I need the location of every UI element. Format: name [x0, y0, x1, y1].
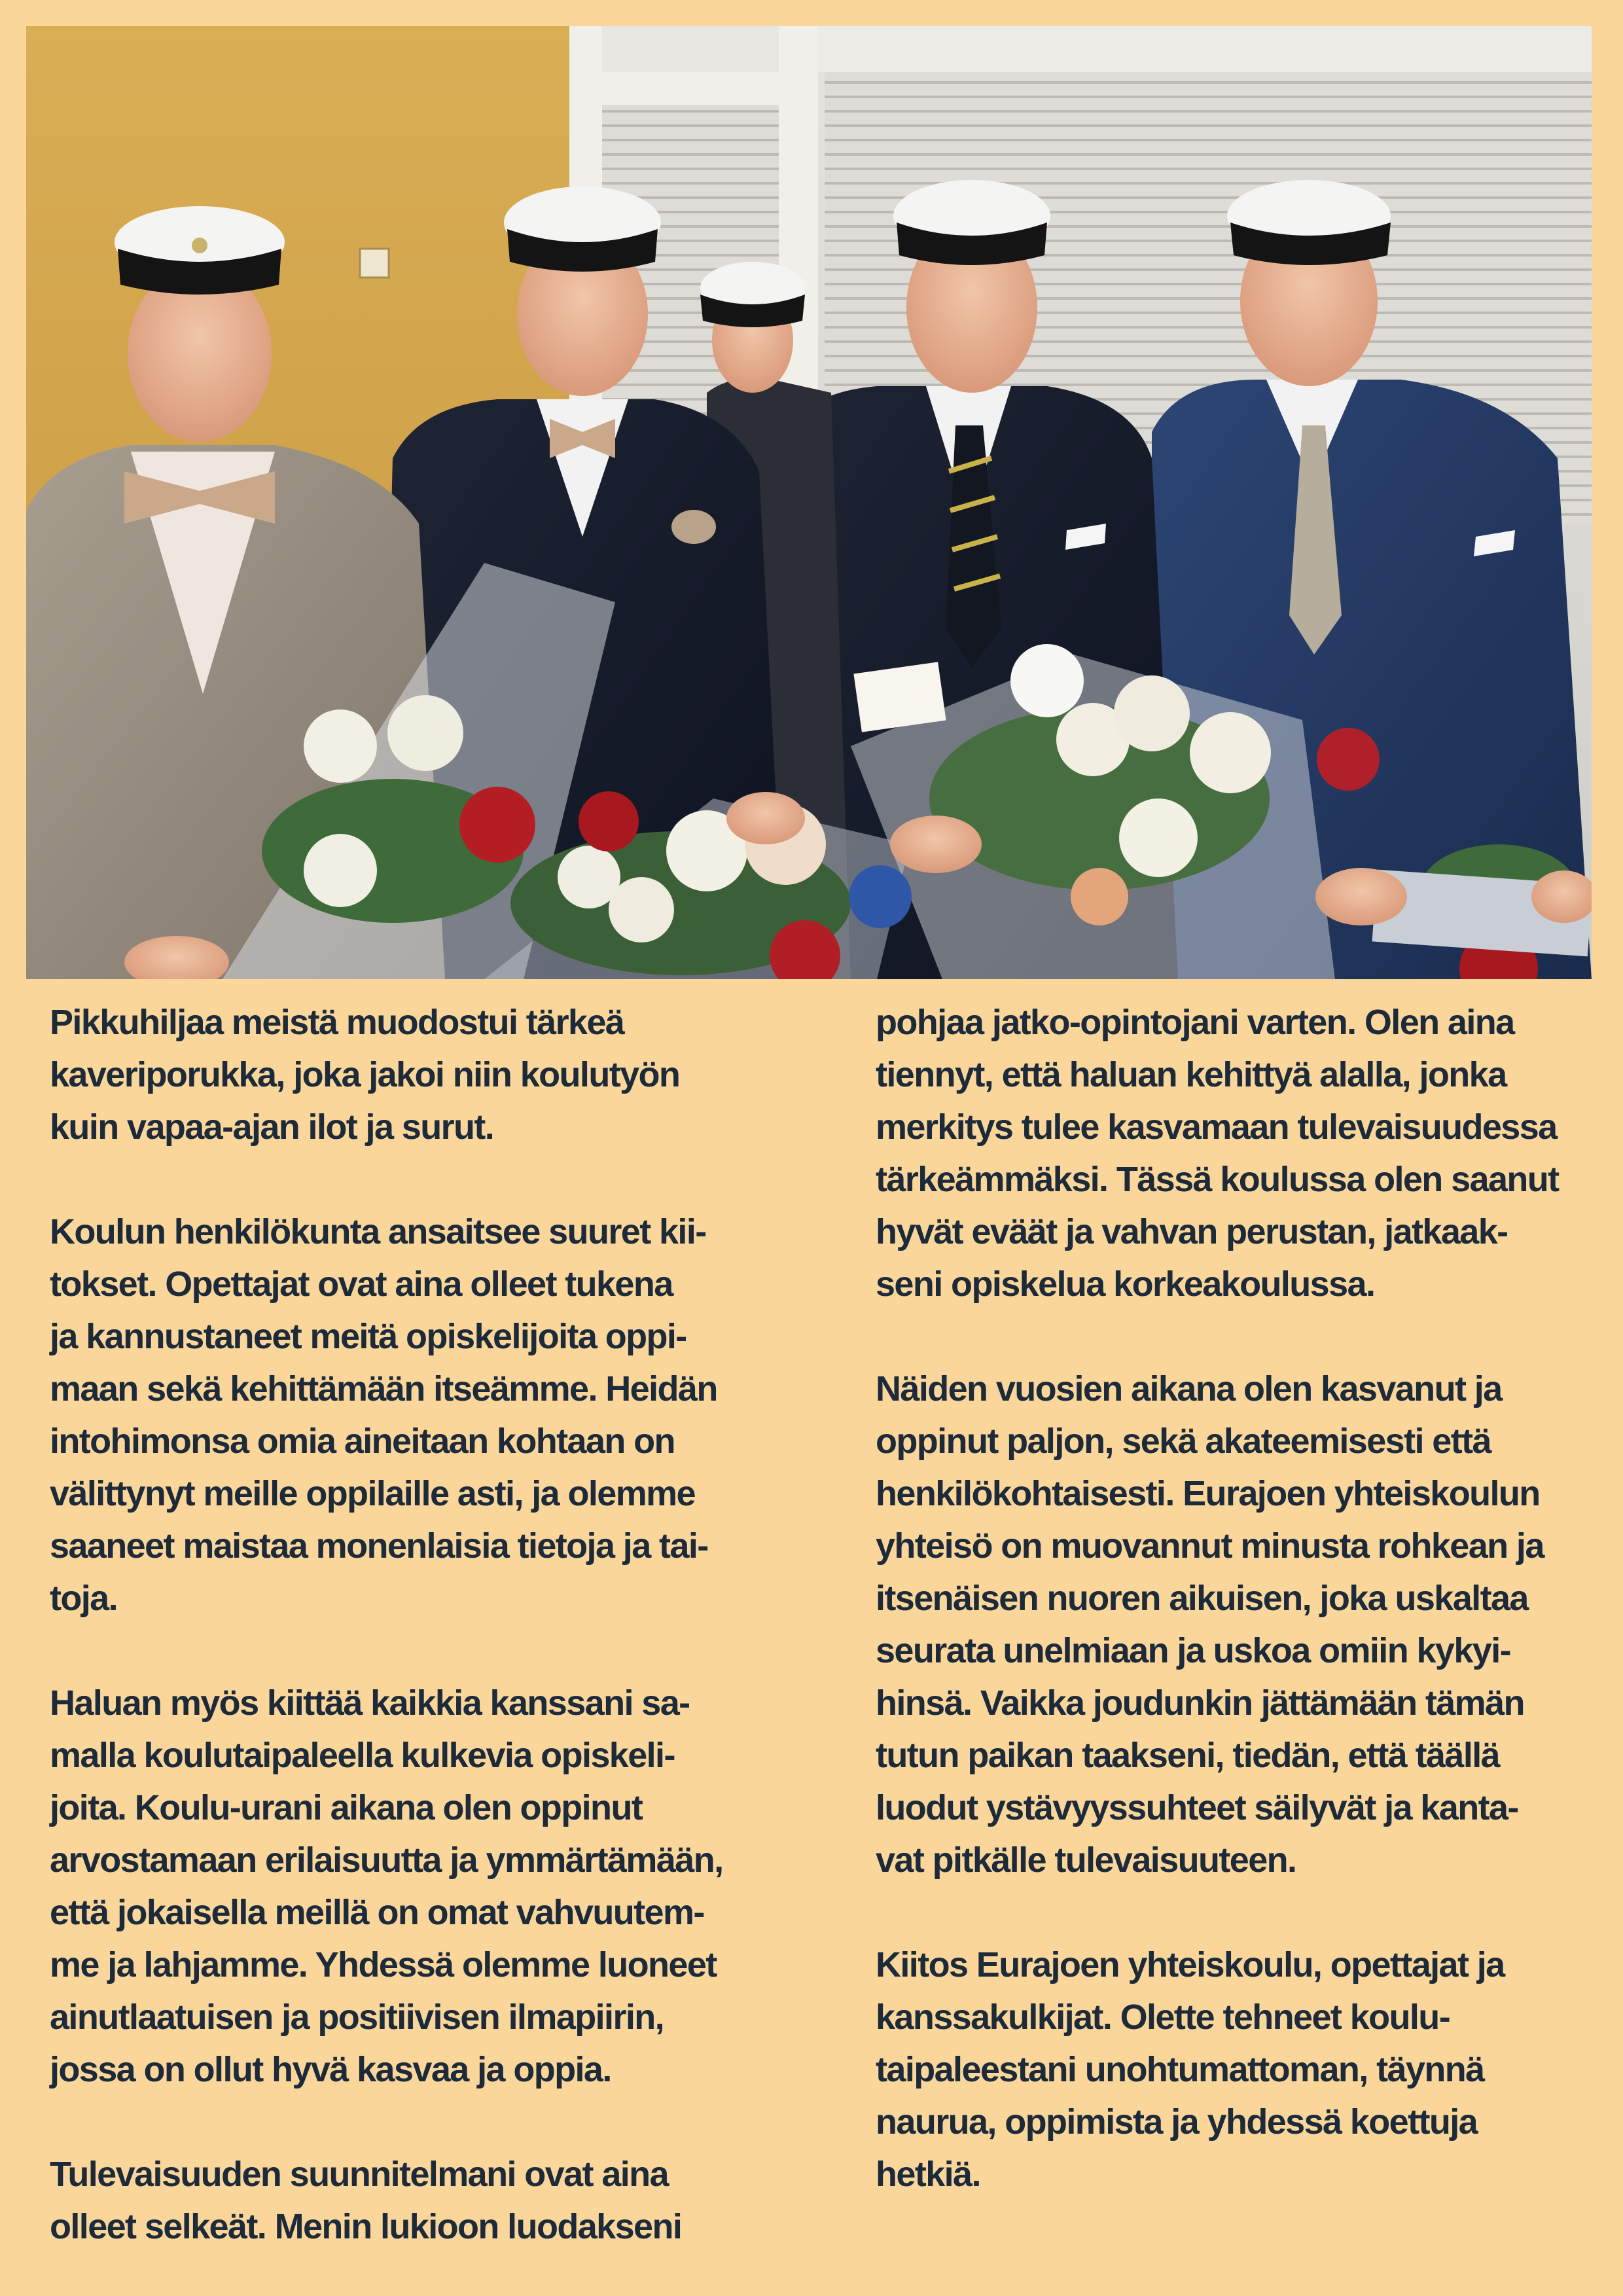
text-line: tiennyt, että haluan kehittyä alalla, jonka [876, 1055, 1507, 1094]
text-line: kuin vapaa-ajan ilot ja surut. [50, 1107, 494, 1147]
article-column-left [50, 996, 789, 2253]
text-line: saaneet maistaa monenlaisia tietoja ja tai- [50, 1526, 708, 1566]
text-line: oppinut paljon, sekä akateemisesti että [876, 1422, 1491, 1461]
paragraph-future-continued [876, 996, 1602, 1310]
text-line: luodut ystävyyssuhteet säilyvät ja kanta- [876, 1788, 1518, 1827]
text-line: jossa on ollut hyvä kasvaa ja oppia. [50, 2050, 611, 2089]
text-line: seni opiskelua korkeakoulussa. [876, 1265, 1375, 1304]
text-line: tokset. Opettajat ovat aina olleet tukena [50, 1265, 673, 1304]
text-line: Näiden vuosien aikana olen kasvanut ja [876, 1369, 1502, 1408]
text-line: välittynyt meille oppilaille asti, ja olemme [50, 1474, 695, 1513]
text-line: Pikkuhiljaa meistä muodostui tärkeä [50, 1003, 624, 1042]
text-line: kaveriporukka, joka jakoi niin koulutyön [50, 1055, 680, 1094]
text-line: me ja lahjamme. Yhdessä olemme luoneet [50, 1945, 717, 1984]
text-line: ainutlaatuisen ja positiivisen ilmapiirin, [50, 1998, 664, 2037]
text-line: henkilökohtaisesti. Eurajoen yhteiskoulun [876, 1474, 1540, 1513]
paragraph-growth [876, 1363, 1602, 1886]
paragraph-thanks [876, 1939, 1602, 2200]
paragraph-classmates [50, 1677, 789, 2096]
text-line: tärkeämmäksi. Tässä koulussa olen saanut [876, 1160, 1559, 1199]
paragraph-future-start [50, 2148, 789, 2253]
text-line: naurua, oppimista ja yhdessä koettuja [876, 2102, 1478, 2142]
text-line: yhteisö on muovannut minusta rohkean ja [876, 1526, 1544, 1566]
text-line: hyvät eväät ja vahvan perustan, jatkaak- [876, 1212, 1508, 1251]
text-line: hetkiä. [876, 2155, 980, 2194]
text-line: pohjaa jatko-opintojani varten. Olen aina [876, 1003, 1514, 1042]
text-line: kanssakulkijat. Olette tehneet koulu- [876, 1998, 1450, 2037]
paragraph-staff [50, 1206, 789, 1624]
text-line: olleet selkeät. Menin lukioon luodakseni [50, 2207, 682, 2246]
text-line: seurata unelmiaan ja uskoa omiin kykyi- [876, 1631, 1511, 1670]
text-line: vat pitkälle tulevaisuuteen. [876, 1840, 1296, 1880]
text-line: malla koulutaipaleella kulkevia opiskeli- [50, 1736, 675, 1775]
text-line: itsenäisen nuoren aikuisen, joka uskaltaa [876, 1579, 1528, 1618]
text-line: merkitys tulee kasvamaan tulevaisuudessa [876, 1107, 1557, 1147]
text-line: hinsä. Vaikka joudunkin jättämään tämän [876, 1683, 1524, 1723]
article-column-right [876, 996, 1602, 2200]
text-line: ja kannustaneet meitä opiskelijoita oppi- [50, 1317, 687, 1356]
paragraph-friends [50, 996, 789, 1153]
text-line: Kiitos Eurajoen yhteiskoulu, opettajat ja [876, 1945, 1505, 1984]
text-line: maan sekä kehittämään itseämme. Heidän [50, 1369, 717, 1408]
group-photo-graduates-icon [26, 26, 1592, 979]
text-line: arvostamaan erilaisuutta ja ymmärtämään, [50, 1840, 723, 1880]
text-line: toja. [50, 1579, 118, 1618]
text-line: joita. Koulu-urani aikana olen oppinut [50, 1788, 643, 1827]
text-line: taipaleestani unohtumattoman, täynnä [876, 2050, 1484, 2089]
text-line: että jokaisella meillä on omat vahvuutem- [50, 1893, 704, 1932]
text-line: intohimonsa omia aineitaan kohtaan on [50, 1422, 675, 1461]
text-line: tutun paikan taakseni, tiedän, että täällä [876, 1736, 1500, 1775]
text-line: Koulun henkilökunta ansaitsee suuret kii- [50, 1212, 706, 1251]
text-line: Tulevaisuuden suunnitelmani ovat aina [50, 2155, 668, 2194]
group-photo [26, 26, 1592, 979]
text-line: Haluan myös kiittää kaikkia kanssani sa- [50, 1683, 690, 1723]
